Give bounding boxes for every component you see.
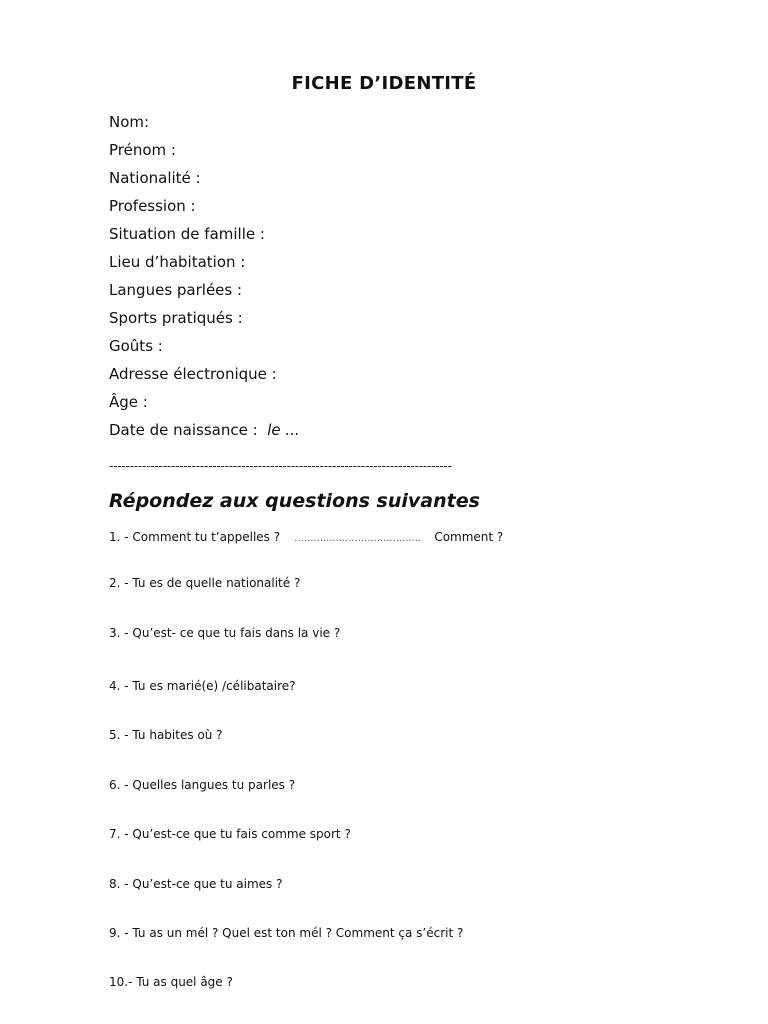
question-item <box>109 975 233 989</box>
field-situation-famille <box>109 224 300 252</box>
field-nationalite <box>109 168 300 196</box>
field-profession <box>109 196 300 224</box>
question-extra: Comment ? <box>434 530 504 544</box>
question-item <box>109 626 340 640</box>
question-item <box>109 679 296 693</box>
field-age <box>109 392 300 420</box>
field-label: Situation de famille : <box>109 225 265 243</box>
page-title: FICHE D’IDENTITÉ <box>291 73 477 94</box>
question-item <box>109 530 503 544</box>
dashed-divider: ----------------------------------------------------------------------------------- <box>109 459 452 473</box>
question-text: 3. - Qu’est- ce que tu fais dans la vie ? <box>109 626 341 640</box>
field-langues <box>109 280 300 308</box>
field-label: Prénom : <box>109 141 176 159</box>
field-label: Âge : <box>109 393 148 411</box>
question-item <box>109 827 351 841</box>
field-suffix: le ... <box>267 421 300 439</box>
question-item <box>109 576 300 590</box>
answer-dots: …………………………………. <box>294 533 421 544</box>
question-item <box>109 778 295 792</box>
field-adresse-electronique <box>109 364 300 392</box>
field-prenom <box>109 140 300 168</box>
question-text: 4. - Tu es marié(e) /célibataire? <box>109 679 296 693</box>
field-label: Lieu d’habitation : <box>109 253 246 271</box>
field-label: Profession : <box>109 197 196 215</box>
question-text: 1. - Comment tu t’appelles ? <box>109 530 281 544</box>
field-label: Date de naissance : <box>109 421 258 439</box>
field-date-naissance <box>109 420 300 448</box>
field-label: Adresse électronique : <box>109 365 277 383</box>
field-sports <box>109 308 300 336</box>
question-text: 5. - Tu habites où ? <box>109 728 223 742</box>
field-gouts <box>109 336 300 364</box>
field-label: Langues parlées : <box>109 281 243 299</box>
identity-fields-list <box>109 112 300 448</box>
question-item <box>109 728 223 742</box>
field-nom <box>109 112 300 140</box>
question-text: 10.- Tu as quel âge ? <box>109 975 233 989</box>
field-label: Nom: <box>109 113 150 131</box>
question-text: 9. - Tu as un mél ? Quel est ton mél ? Comment ça s’écrit ? <box>109 926 464 940</box>
question-text: 7. - Qu’est-ce que tu fais comme sport ? <box>109 827 351 841</box>
field-label: Nationalité : <box>109 169 201 187</box>
question-text: 2. - Tu es de quelle nationalité ? <box>109 576 301 590</box>
question-item <box>109 926 463 940</box>
field-label: Sports pratiqués : <box>109 309 243 327</box>
question-text: 8. - Qu’est-ce que tu aimes ? <box>109 877 283 891</box>
field-lieu-habitation <box>109 252 300 280</box>
question-item <box>109 877 282 891</box>
question-text: 6. - Quelles langues tu parles ? <box>109 778 296 792</box>
section-title: Répondez aux questions suivantes <box>109 490 480 512</box>
field-label: Goûts : <box>109 337 163 355</box>
